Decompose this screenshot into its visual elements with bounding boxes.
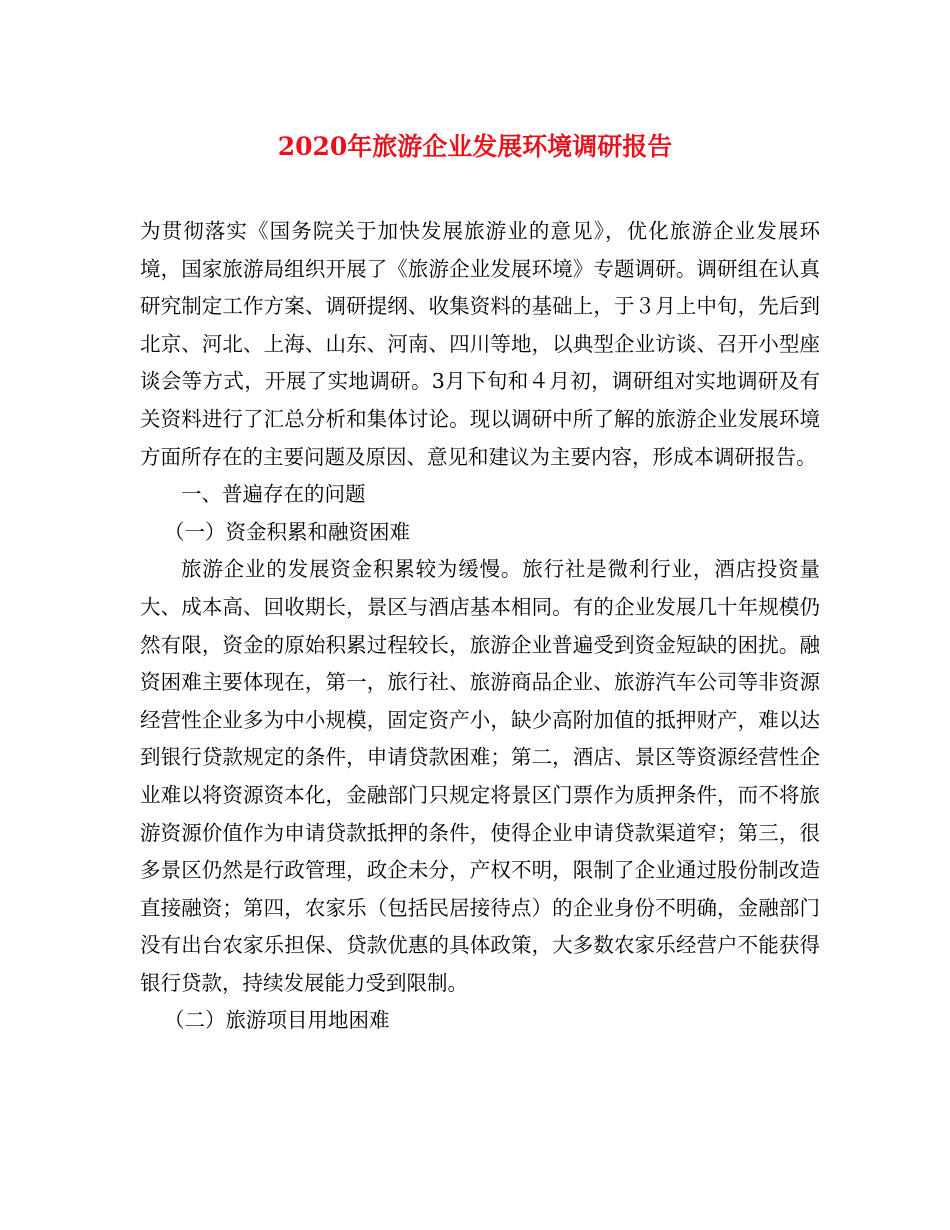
section-heading-1: 一、普遍存在的问题 [181, 482, 366, 507]
document-title: 2020年旅游企业发展环境调研报告 [277, 132, 673, 161]
body-paragraph: 旅游企业的发展资金积累较为缓慢。旅行社是微利行业，酒店投资量大、成本高、回收期长，景区与酒店基本相同。有的企业发展几十年规模仍然有限，资金的原始积累过程较长，旅游企业普遍受到资金短缺的困扰。融资困难主要体现在，第一，旅行社、旅游商品企业、旅游汽车公司等非资源经营性企业多为中小规模，固定资产小，缺少高附加值的抵押财产，难以达到银行贷款规定的条件，申请贷款困难；第二，酒店、景区等资源经营性企业难以将资源资本化，金融部门只规定将景区门票作为质押条件，而不将旅游资源价值作为申请贷款抵押的条件，使得企业申请贷款渠道窄；第三，很多景区仍然是行政管理，政企未分，产权不明，限制了企业通过股份制改造直接融资；第四，农家乐（包括民居接待点）的企业身份不明确，金融部门没有出台农家乐担保、贷款优惠的具体政策，大多数农家乐经营户不能获得银行贷款，持续发展能力受到限制。 [140, 557, 820, 995]
intro-paragraph: 为贯彻落实《国务院关于加快发展旅游业的意见》，优化旅游企业发展环境，国家旅游局组织开展了《旅游企业发展环境》专题调研。调研组在认真研究制定工作方案、调研提纲、收集资料的基础上，于３月上中旬，先后到北京、河北、上海、山东、河南、四川等地，以典型企业访谈、召开小型座谈会等方式，开展了实地调研。3月下旬和４月初，调研组对实地调研及有关资料进行了汇总分析和集体讨论。现以调研中所了解的旅游企业发展环境方面所存在的主要问题及原因、意见和建议为主要内容，形成本调研报告。 [140, 219, 820, 469]
document-body [140, 213, 820, 1040]
subsection-heading-1: （一）资金积累和融资困难 [164, 519, 410, 544]
subsection-heading-2: （二）旅游项目用地困难 [164, 1008, 390, 1033]
